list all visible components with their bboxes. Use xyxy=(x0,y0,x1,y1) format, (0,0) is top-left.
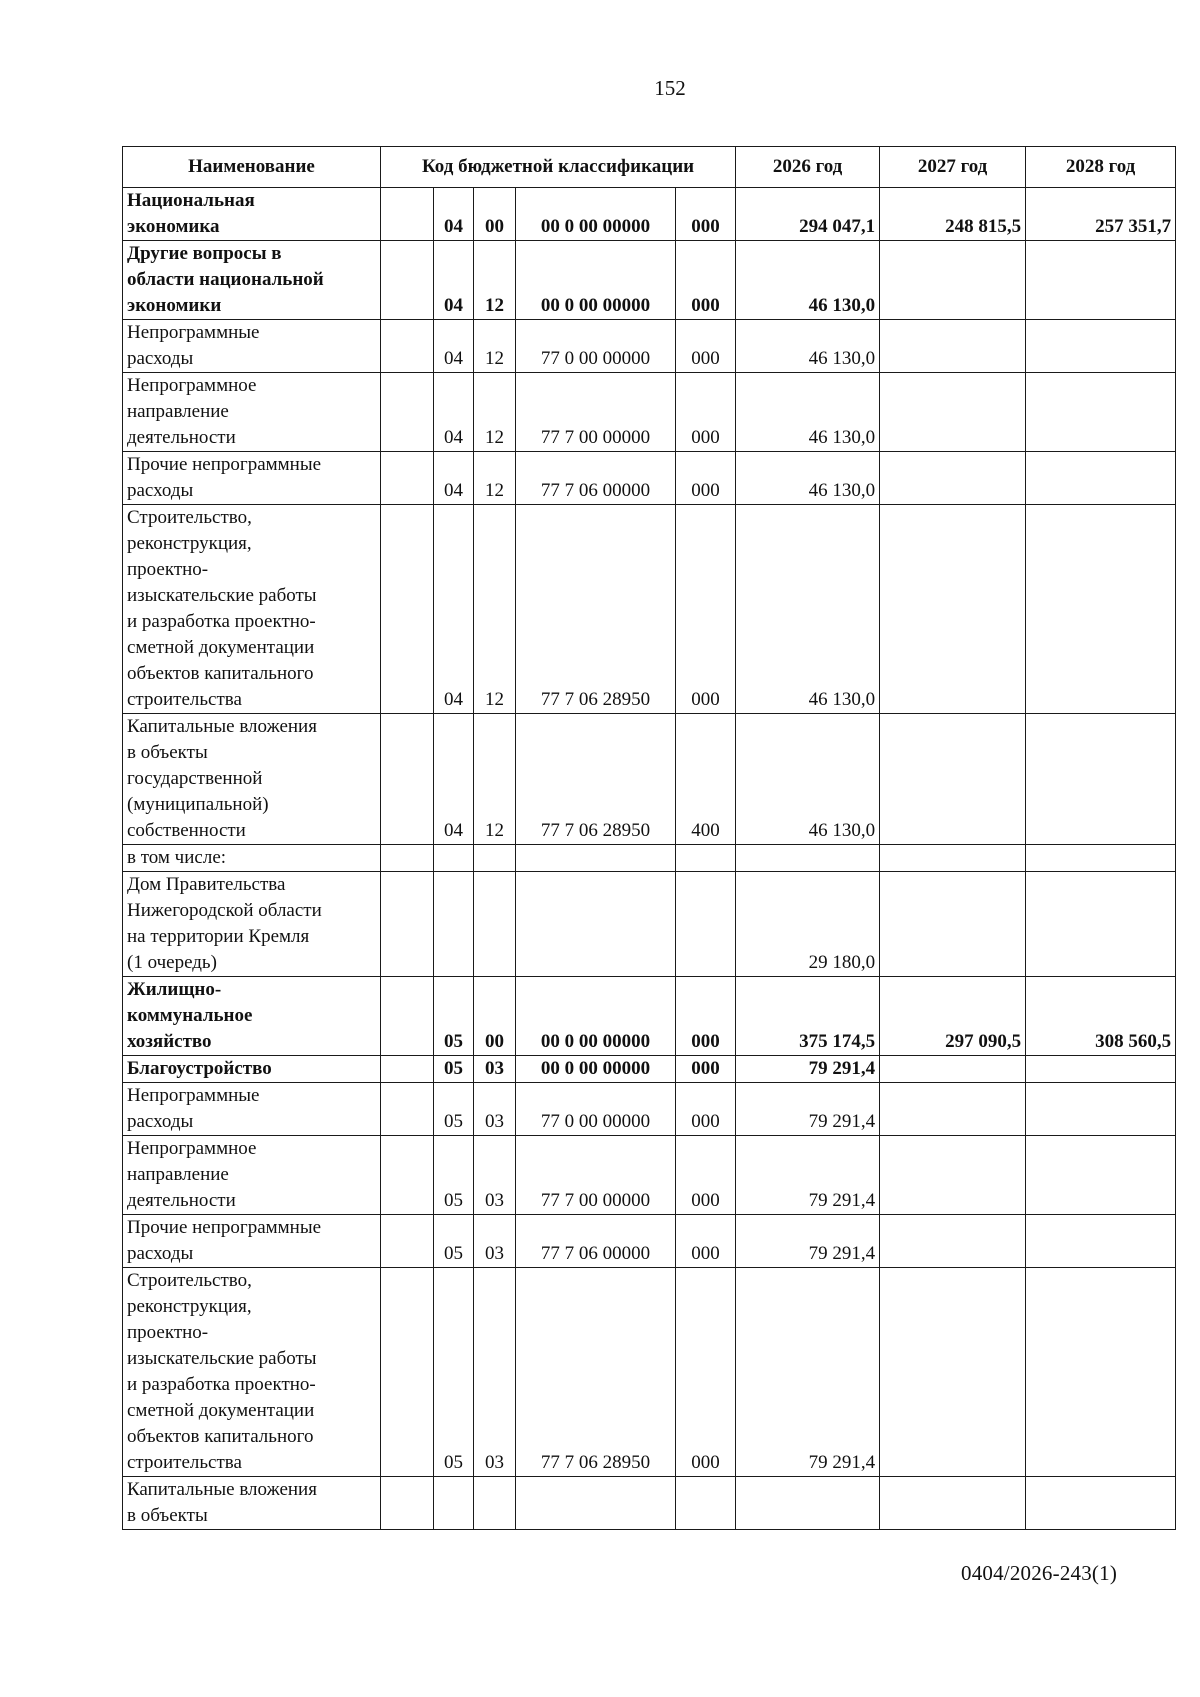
subsection-code-cell xyxy=(474,872,516,977)
row-name-cell: Непрограммное направление деятельности xyxy=(123,373,381,452)
value-2028-cell xyxy=(1026,1215,1176,1268)
value-2027-cell xyxy=(880,1083,1026,1136)
subsection-code-cell: 12 xyxy=(474,320,516,373)
target-article-cell: 00 0 00 00000 xyxy=(516,241,676,320)
header-2026: 2026 год xyxy=(736,147,880,188)
table-row xyxy=(123,1083,1176,1136)
row-name-cell: Строительство, реконструкция, проектно- изыскательские работы и разработка проектно- сметной документации объектов капитального строительства xyxy=(123,1268,381,1477)
subsection-code-cell: 03 xyxy=(474,1056,516,1083)
expense-type-cell: 000 xyxy=(676,1215,736,1268)
header-2027: 2027 год xyxy=(880,147,1026,188)
section-code-cell: 04 xyxy=(434,452,474,505)
row-name-cell: Непрограммные расходы xyxy=(123,320,381,373)
subsection-code-cell: 12 xyxy=(474,714,516,845)
table-row xyxy=(123,188,1176,241)
subsection-code-cell: 03 xyxy=(474,1215,516,1268)
header-budget-code: Код бюджетной классификации xyxy=(381,147,736,188)
value-2027-cell xyxy=(880,320,1026,373)
code-spacer-cell xyxy=(381,977,434,1056)
table-header-row xyxy=(123,147,1176,188)
value-2028-cell xyxy=(1026,872,1176,977)
code-spacer-cell xyxy=(381,452,434,505)
section-code-cell: 04 xyxy=(434,505,474,714)
section-code-cell: 04 xyxy=(434,373,474,452)
value-2027-cell xyxy=(880,373,1026,452)
section-code-cell: 05 xyxy=(434,977,474,1056)
value-2027-cell xyxy=(880,1477,1026,1530)
expense-type-cell: 000 xyxy=(676,188,736,241)
target-article-cell xyxy=(516,845,676,872)
table-row xyxy=(123,1477,1176,1530)
row-name-cell: Прочие непрограммные расходы xyxy=(123,1215,381,1268)
target-article-cell: 77 0 00 00000 xyxy=(516,1083,676,1136)
expense-type-cell: 000 xyxy=(676,505,736,714)
expense-type-cell: 000 xyxy=(676,1268,736,1477)
table-row xyxy=(123,241,1176,320)
value-2026-cell: 79 291,4 xyxy=(736,1268,880,1477)
value-2026-cell: 375 174,5 xyxy=(736,977,880,1056)
header-name: Наименование xyxy=(123,147,381,188)
row-name-cell: Другие вопросы в области национальной экономики xyxy=(123,241,381,320)
value-2028-cell xyxy=(1026,1056,1176,1083)
row-name-cell: Жилищно- коммунальное хозяйство xyxy=(123,977,381,1056)
section-code-cell: 05 xyxy=(434,1136,474,1215)
value-2027-cell xyxy=(880,1056,1026,1083)
section-code-cell: 04 xyxy=(434,320,474,373)
code-spacer-cell xyxy=(381,1215,434,1268)
document-code: 0404/2026-243(1) xyxy=(961,1561,1118,1585)
target-article-cell: 77 7 06 00000 xyxy=(516,1215,676,1268)
value-2026-cell: 46 130,0 xyxy=(736,714,880,845)
table-body xyxy=(123,188,1176,1530)
table-row xyxy=(123,845,1176,872)
code-spacer-cell xyxy=(381,1477,434,1530)
value-2028-cell xyxy=(1026,845,1176,872)
value-2027-cell xyxy=(880,1215,1026,1268)
section-code-cell: 04 xyxy=(434,188,474,241)
target-article-cell: 77 0 00 00000 xyxy=(516,320,676,373)
value-2028-cell: 308 560,5 xyxy=(1026,977,1176,1056)
value-2027-cell xyxy=(880,714,1026,845)
target-article-cell: 77 7 06 28950 xyxy=(516,505,676,714)
table-row xyxy=(123,714,1176,845)
row-name-cell: Непрограммные расходы xyxy=(123,1083,381,1136)
target-article-cell xyxy=(516,1477,676,1530)
value-2026-cell: 79 291,4 xyxy=(736,1215,880,1268)
expense-type-cell xyxy=(676,845,736,872)
target-article-cell: 00 0 00 00000 xyxy=(516,977,676,1056)
row-name-cell: в том числе: xyxy=(123,845,381,872)
table-row xyxy=(123,977,1176,1056)
expense-type-cell: 000 xyxy=(676,452,736,505)
value-2028-cell xyxy=(1026,1083,1176,1136)
table-row xyxy=(123,505,1176,714)
code-spacer-cell xyxy=(381,1136,434,1215)
subsection-code-cell xyxy=(474,1477,516,1530)
code-spacer-cell xyxy=(381,1083,434,1136)
row-name-cell: Капитальные вложения в объекты xyxy=(123,1477,381,1530)
row-name-cell: Прочие непрограммные расходы xyxy=(123,452,381,505)
subsection-code-cell: 00 xyxy=(474,977,516,1056)
table-row xyxy=(123,1268,1176,1477)
value-2027-cell: 297 090,5 xyxy=(880,977,1026,1056)
section-code-cell: 04 xyxy=(434,714,474,845)
row-name-cell: Капитальные вложения в объекты государственной (муниципальной) собственности xyxy=(123,714,381,845)
header-2028: 2028 год xyxy=(1026,147,1176,188)
value-2028-cell xyxy=(1026,505,1176,714)
subsection-code-cell: 12 xyxy=(474,373,516,452)
budget-table xyxy=(122,146,1176,1530)
table-row xyxy=(123,452,1176,505)
value-2026-cell xyxy=(736,1477,880,1530)
value-2028-cell xyxy=(1026,241,1176,320)
section-code-cell xyxy=(434,845,474,872)
value-2027-cell xyxy=(880,241,1026,320)
expense-type-cell xyxy=(676,1477,736,1530)
target-article-cell: 00 0 00 00000 xyxy=(516,188,676,241)
target-article-cell: 00 0 00 00000 xyxy=(516,1056,676,1083)
value-2026-cell: 46 130,0 xyxy=(736,241,880,320)
value-2028-cell xyxy=(1026,320,1176,373)
code-spacer-cell xyxy=(381,320,434,373)
value-2026-cell: 294 047,1 xyxy=(736,188,880,241)
value-2026-cell xyxy=(736,845,880,872)
table-row xyxy=(123,373,1176,452)
page-number: 152 xyxy=(654,76,686,100)
value-2026-cell: 79 291,4 xyxy=(736,1136,880,1215)
value-2026-cell: 79 291,4 xyxy=(736,1056,880,1083)
code-spacer-cell xyxy=(381,1056,434,1083)
target-article-cell xyxy=(516,872,676,977)
subsection-code-cell: 12 xyxy=(474,241,516,320)
target-article-cell: 77 7 00 00000 xyxy=(516,373,676,452)
value-2028-cell xyxy=(1026,1136,1176,1215)
value-2027-cell xyxy=(880,1136,1026,1215)
code-spacer-cell xyxy=(381,872,434,977)
value-2028-cell xyxy=(1026,1268,1176,1477)
subsection-code-cell: 03 xyxy=(474,1268,516,1477)
table-row xyxy=(123,1056,1176,1083)
subsection-code-cell xyxy=(474,845,516,872)
expense-type-cell: 000 xyxy=(676,320,736,373)
section-code-cell: 04 xyxy=(434,241,474,320)
subsection-code-cell: 03 xyxy=(474,1083,516,1136)
expense-type-cell: 000 xyxy=(676,1136,736,1215)
table-row xyxy=(123,320,1176,373)
table-row xyxy=(123,872,1176,977)
row-name-cell: Непрограммное направление деятельности xyxy=(123,1136,381,1215)
value-2028-cell xyxy=(1026,1477,1176,1530)
section-code-cell xyxy=(434,1477,474,1530)
expense-type-cell xyxy=(676,872,736,977)
subsection-code-cell: 12 xyxy=(474,452,516,505)
value-2027-cell: 248 815,5 xyxy=(880,188,1026,241)
row-name-cell: Национальная экономика xyxy=(123,188,381,241)
value-2028-cell: 257 351,7 xyxy=(1026,188,1176,241)
expense-type-cell: 000 xyxy=(676,373,736,452)
value-2028-cell xyxy=(1026,714,1176,845)
value-2027-cell xyxy=(880,872,1026,977)
value-2027-cell xyxy=(880,1268,1026,1477)
value-2026-cell: 46 130,0 xyxy=(736,452,880,505)
code-spacer-cell xyxy=(381,714,434,845)
subsection-code-cell: 03 xyxy=(474,1136,516,1215)
code-spacer-cell xyxy=(381,373,434,452)
expense-type-cell: 000 xyxy=(676,977,736,1056)
value-2028-cell xyxy=(1026,373,1176,452)
row-name-cell: Дом Правительства Нижегородской области на территории Кремля (1 очередь) xyxy=(123,872,381,977)
value-2028-cell xyxy=(1026,452,1176,505)
expense-type-cell: 000 xyxy=(676,241,736,320)
section-code-cell xyxy=(434,872,474,977)
expense-type-cell: 400 xyxy=(676,714,736,845)
expense-type-cell: 000 xyxy=(676,1056,736,1083)
code-spacer-cell xyxy=(381,1268,434,1477)
table-row xyxy=(123,1136,1176,1215)
code-spacer-cell xyxy=(381,845,434,872)
code-spacer-cell xyxy=(381,505,434,714)
subsection-code-cell: 00 xyxy=(474,188,516,241)
subsection-code-cell: 12 xyxy=(474,505,516,714)
target-article-cell: 77 7 06 28950 xyxy=(516,714,676,845)
section-code-cell: 05 xyxy=(434,1268,474,1477)
section-code-cell: 05 xyxy=(434,1215,474,1268)
value-2027-cell xyxy=(880,845,1026,872)
value-2026-cell: 46 130,0 xyxy=(736,320,880,373)
value-2026-cell: 46 130,0 xyxy=(736,373,880,452)
row-name-cell: Благоустройство xyxy=(123,1056,381,1083)
target-article-cell: 77 7 06 00000 xyxy=(516,452,676,505)
row-name-cell: Строительство, реконструкция, проектно- изыскательские работы и разработка проектно- сметной документации объектов капитального строительства xyxy=(123,505,381,714)
value-2027-cell xyxy=(880,452,1026,505)
value-2026-cell: 46 130,0 xyxy=(736,505,880,714)
table-row xyxy=(123,1215,1176,1268)
expense-type-cell: 000 xyxy=(676,1083,736,1136)
section-code-cell: 05 xyxy=(434,1056,474,1083)
value-2026-cell: 29 180,0 xyxy=(736,872,880,977)
code-spacer-cell xyxy=(381,188,434,241)
target-article-cell: 77 7 00 00000 xyxy=(516,1136,676,1215)
value-2027-cell xyxy=(880,505,1026,714)
target-article-cell: 77 7 06 28950 xyxy=(516,1268,676,1477)
code-spacer-cell xyxy=(381,241,434,320)
value-2026-cell: 79 291,4 xyxy=(736,1083,880,1136)
section-code-cell: 05 xyxy=(434,1083,474,1136)
